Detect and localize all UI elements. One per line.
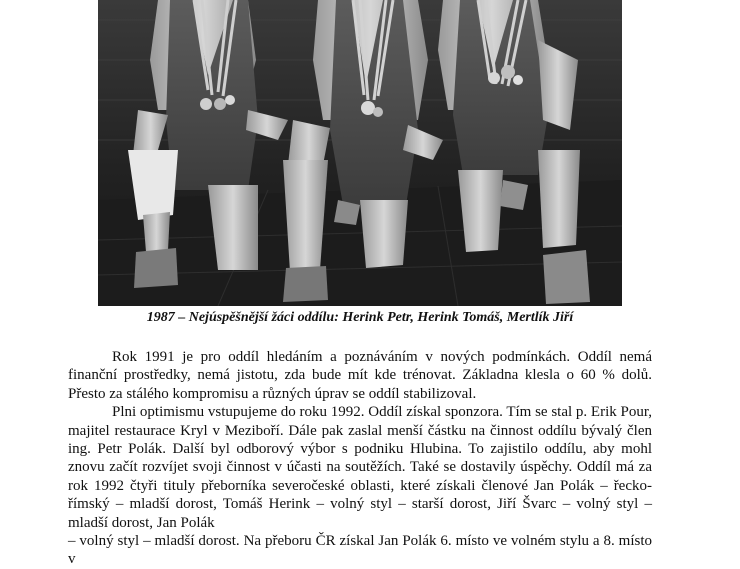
figure-caption: 1987 – Nejúspěšnější žáci oddílu: Herink Petr, Herink Tomáš, Mertlík Jiří bbox=[146, 310, 574, 325]
paragraph-continued: – volný styl – mladší dorost. Na přeboru ČR získal Jan Polák 6. místo ve volném stylu a 8. místo v bbox=[68, 533, 652, 568]
body-text bbox=[68, 348, 652, 569]
paragraph: Rok 1991 je pro oddíl hledáním a poznáváním v nových podmínkách. Oddíl nemá finanční prostředky, nemá jistotu, zda bude mít kde trénovat. Základna klesla o 60 % dolů. Přesto za stálého kompromisu a různých úprav se oddíl stabilizoval. bbox=[68, 349, 652, 402]
photo-illustration bbox=[98, 0, 622, 306]
wrestlers-photo bbox=[98, 0, 622, 306]
paragraph: Plni optimismu vstupujeme do roku 1992. Oddíl získal sponzora. Tím se stal p. Erik Pour, majitel restaurace Kryl v Meziboří. Dále pak zaslal menší částku na činnost oddílu bývalý člen ing. Petr Polák. Další byl odborový výbor s podniku Hlubina. To zajistilo oddílu, aby mohl znovu začít rozvíjet svoji činnost v účasti na soutěžích. Také se dostavily úspěchy. Oddíl má za rok 1992 čtyři tituly přeborníka severočeské oblasti, které získali členové Jan Polák – řecko-římský – mladší dorost, Tomáš Herink – volný styl – starší dorost, Jiří Švarc – volný styl – mladší dorost, Jan Polák bbox=[68, 404, 652, 531]
